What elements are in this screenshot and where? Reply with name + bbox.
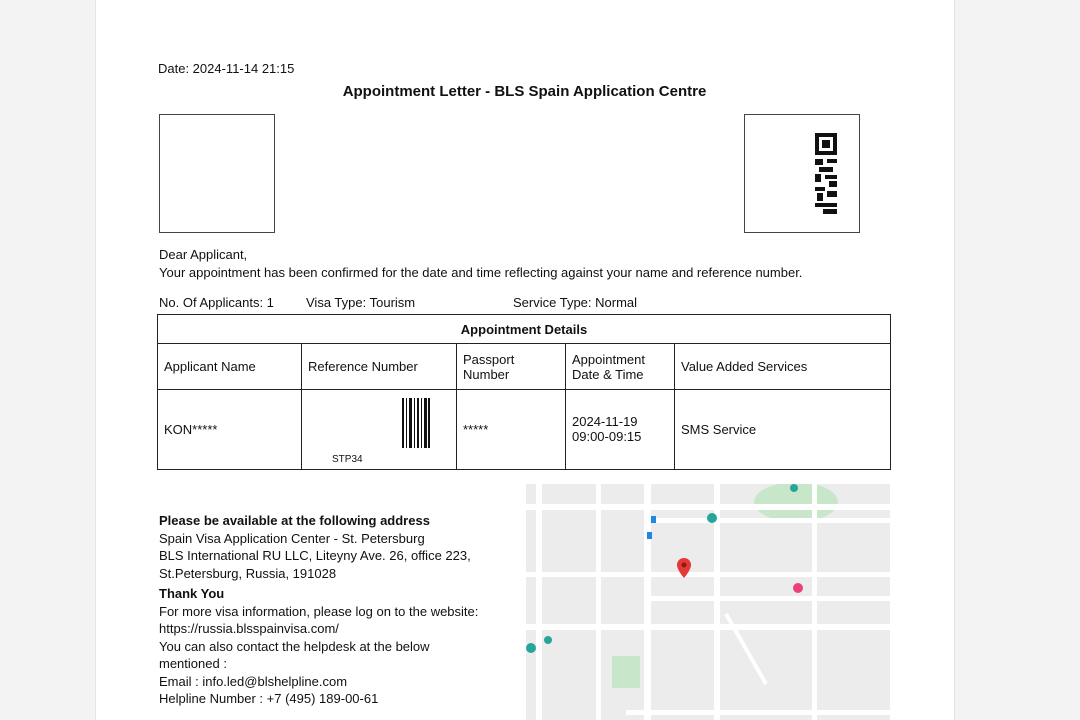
email-contact[interactable]: Email : info.led@blshelpline.com xyxy=(159,673,348,689)
website-link[interactable]: https://russia.blsspainvisa.com/ xyxy=(159,621,339,636)
letter-title: Appointment Letter - BLS Spain Application Centre xyxy=(342,83,707,100)
header-passport-number xyxy=(457,344,566,390)
address-line-3: St.Petersburg, Russia, 191028 xyxy=(159,565,337,581)
letter-date: Date: 2024-11-14 21:15 xyxy=(158,61,295,76)
helpdesk-text-2: mentioned : xyxy=(159,656,227,671)
service-type: Service Type: Normal xyxy=(513,295,638,310)
qr-code-box xyxy=(744,114,860,233)
table-caption: Appointment Details xyxy=(158,315,891,344)
info-text: For more visa information, please log on to the website: xyxy=(159,603,479,619)
barcode-icon xyxy=(402,398,430,448)
header-value-added-services: Value Added Services xyxy=(675,344,891,390)
appointment-time: 09:00-09:15 xyxy=(572,429,642,445)
cell-value-added-services: SMS Service xyxy=(675,389,891,469)
header-datetime-line1: Appointment xyxy=(572,351,645,367)
appointment-details-table xyxy=(157,314,891,470)
header-passport-line1: Passport xyxy=(463,351,515,367)
header-reference-number: Reference Number xyxy=(302,344,457,390)
salutation: Dear Applicant, xyxy=(159,247,248,262)
cell-appointment-datetime xyxy=(566,389,675,469)
helpdesk-text-1: You can also contact the helpdesk at the below xyxy=(159,638,430,654)
qr-code-icon xyxy=(813,131,839,215)
header-appointment-datetime xyxy=(566,344,675,390)
helpline-number: Helpline Number : +7 (495) 189-00-61 xyxy=(159,691,379,706)
map-pin-icon xyxy=(677,558,691,578)
address-line-2: BLS International RU LLC, Liteyny Ave. 26, office 223, xyxy=(159,548,471,563)
table-row xyxy=(158,389,891,469)
location-map[interactable] xyxy=(526,484,890,720)
visa-type: Visa Type: Tourism xyxy=(306,295,416,310)
address-heading: Please be available at the following address xyxy=(159,513,430,528)
reference-number-value: STP34 xyxy=(332,454,363,465)
header-passport-line2: Number xyxy=(463,366,510,382)
photo-placeholder xyxy=(159,114,275,233)
appointment-date: 2024-11-19 xyxy=(572,414,638,430)
num-applicants: No. Of Applicants: 1 xyxy=(159,295,274,310)
thank-you: Thank You xyxy=(159,586,225,601)
table-header-row xyxy=(158,344,891,390)
address-line-1: Spain Visa Application Center - St. Petersburg xyxy=(159,530,425,546)
confirmation-text: Your appointment has been confirmed for the date and time reflecting against your name and reference number. xyxy=(159,265,803,280)
cell-reference-number xyxy=(302,389,457,469)
header-datetime-line2: Date & Time xyxy=(572,366,644,382)
address-section xyxy=(159,512,519,708)
map-graphic xyxy=(526,484,890,720)
cell-applicant-name: KON***** xyxy=(158,389,302,469)
cell-passport-number: ***** xyxy=(457,389,566,469)
header-applicant-name: Applicant Name xyxy=(158,344,302,390)
